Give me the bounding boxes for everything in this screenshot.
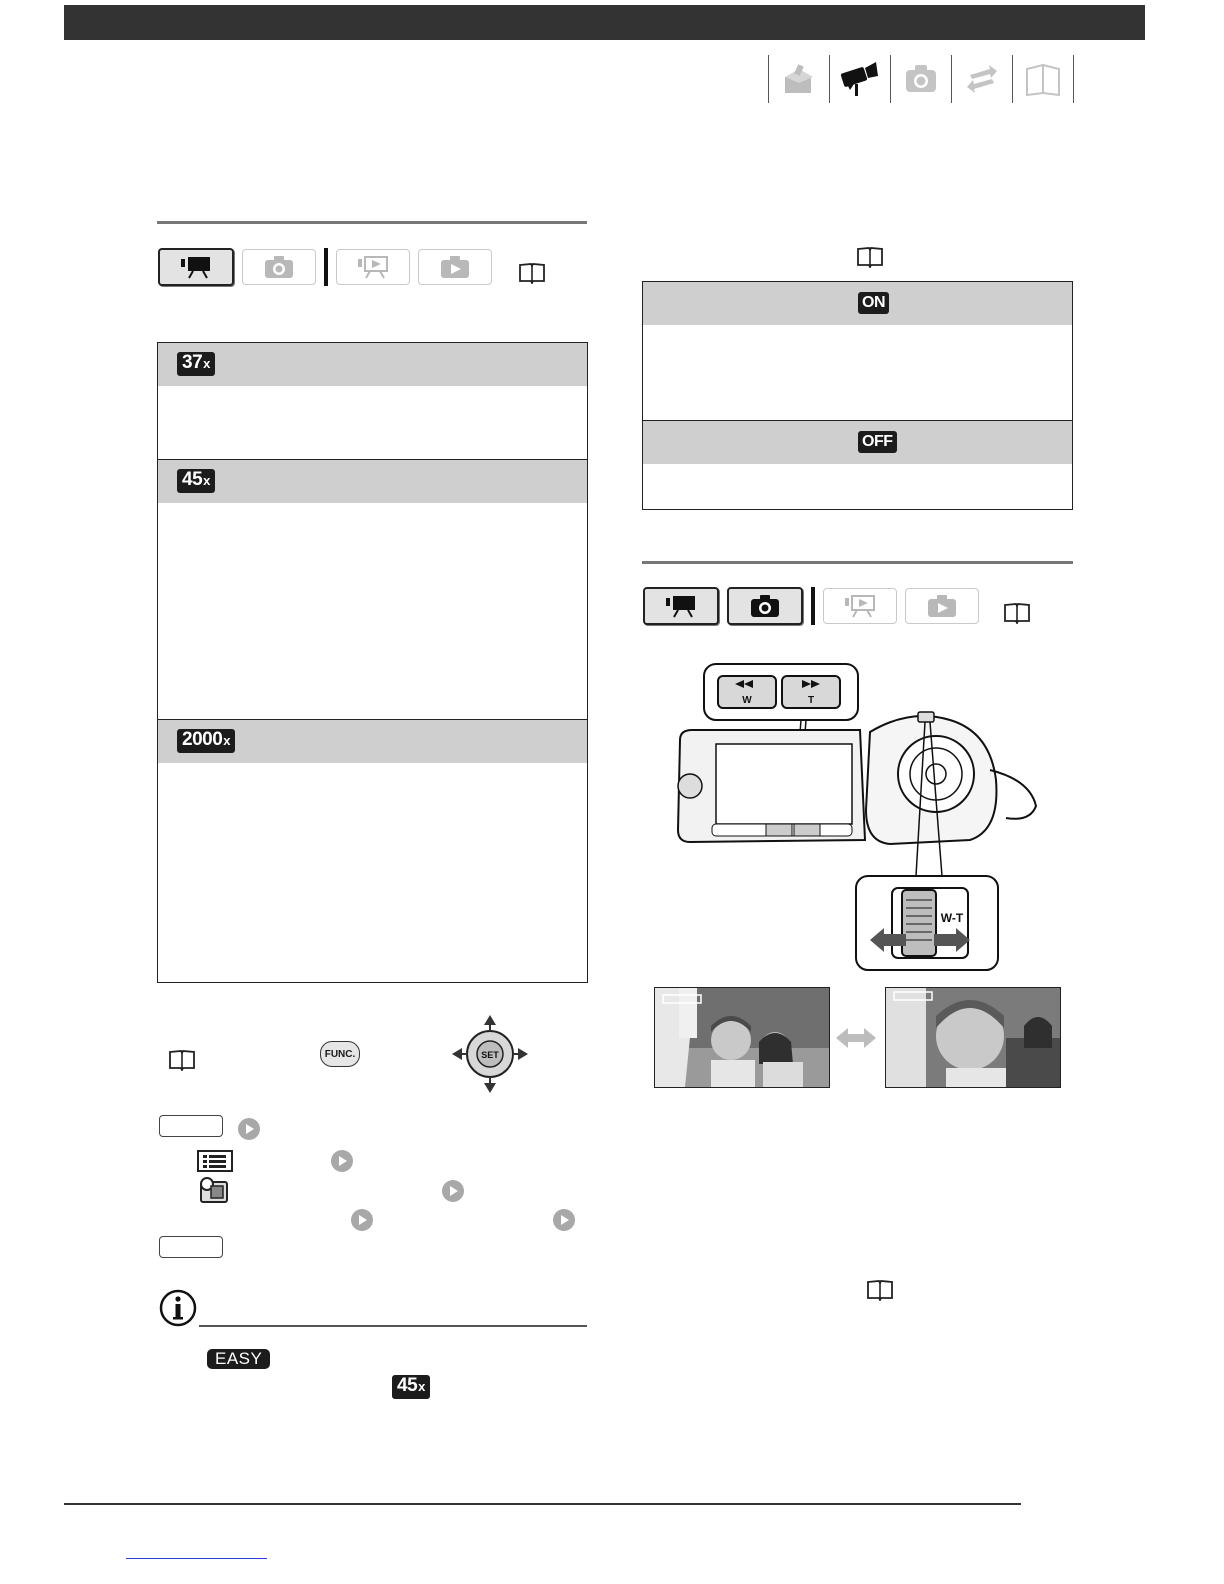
step-arrow-icon	[442, 1180, 464, 1202]
zoom-45x-row-header	[158, 459, 587, 503]
joystick-icon[interactable]	[450, 1013, 530, 1095]
camcorder-zoom-illustration	[670, 660, 1050, 980]
mode-divider	[811, 587, 815, 625]
on-row-body	[643, 325, 1072, 420]
camera-setup-icon	[197, 1176, 231, 1206]
movie-record-icon	[179, 254, 213, 280]
off-badge: OFF	[858, 431, 897, 453]
page-reference-icon	[167, 1049, 197, 1071]
zoom-45x-badge: 45x	[177, 469, 215, 493]
wide-angle-photo	[654, 987, 830, 1088]
telephoto-photo	[885, 987, 1061, 1088]
movie-record-icon	[664, 593, 698, 619]
zoom-37x-row-body	[158, 386, 587, 459]
video-camera-icon	[838, 58, 882, 100]
mode-tabs-left	[158, 248, 500, 286]
transfer-arrows-icon	[962, 59, 1002, 99]
mode-movie-playback-tab[interactable]	[336, 249, 410, 285]
zoom-45x-note-badge: 45x	[392, 1375, 430, 1399]
on-badge: ON	[858, 292, 889, 314]
info-icon	[158, 1288, 198, 1328]
func-button[interactable]: FUNC.	[320, 1041, 360, 1067]
step-arrow-icon	[351, 1209, 373, 1231]
easy-badge: EASY	[207, 1349, 270, 1369]
zoom-2000x-badge: 2000x	[177, 729, 235, 753]
open-book-icon	[1021, 59, 1065, 99]
mode-movie-record-tab[interactable]	[643, 587, 719, 625]
photo-camera-icon	[901, 59, 941, 99]
digital-zoom-table	[157, 342, 588, 983]
mode-divider	[324, 248, 328, 286]
tele-label: T	[807, 695, 815, 706]
mode-tabs-right	[643, 587, 987, 625]
page-reference-icon	[856, 246, 884, 268]
mode-movie-playback-tab[interactable]	[823, 588, 897, 624]
photo-playback-icon	[926, 594, 958, 618]
func-menu-button-outline[interactable]	[159, 1115, 223, 1137]
zoom-45x-row-body	[158, 503, 587, 719]
step-arrow-icon	[238, 1118, 260, 1140]
chapter-photo-tab[interactable]	[890, 55, 951, 103]
chapter-additional-tab[interactable]	[1012, 55, 1074, 103]
step-arrow-icon	[331, 1150, 353, 1172]
func-close-button-outline[interactable]	[159, 1236, 223, 1258]
notes-rule	[199, 1325, 587, 1327]
classroom-wide-image	[655, 988, 829, 1087]
zoom-37x-badge: 37x	[177, 352, 215, 376]
gift-box-icon	[779, 59, 819, 99]
mode-photo-record-tab[interactable]	[242, 249, 316, 285]
zoom-37x-row-header	[158, 343, 587, 386]
chapter-video-tab[interactable]	[829, 55, 890, 103]
photo-playback-icon	[439, 255, 471, 279]
step-arrow-icon	[553, 1209, 575, 1231]
classroom-tele-image	[886, 988, 1060, 1087]
off-row-header	[643, 420, 1072, 464]
mode-movie-record-tab[interactable]	[158, 248, 234, 286]
mode-photo-playback-tab[interactable]	[905, 588, 979, 624]
lever-label: W-T	[940, 911, 964, 925]
page-reference-icon	[1003, 602, 1031, 624]
section-rule-zooming	[642, 561, 1073, 564]
page-reference-icon	[518, 262, 546, 284]
footer-rule	[64, 1503, 1021, 1505]
zoom-2000x-row-header	[158, 719, 587, 763]
photo-record-icon	[263, 255, 295, 279]
movie-playback-icon	[356, 254, 390, 280]
menu-list-icon	[197, 1150, 233, 1172]
section-rule-digital-zoom	[157, 221, 587, 224]
page-reference-icon	[866, 1279, 894, 1301]
footer-link-underline[interactable]	[126, 1558, 267, 1559]
chapter-nav	[768, 55, 1074, 103]
header-bar	[64, 5, 1145, 40]
on-row-header	[643, 282, 1072, 325]
zoom-compare-arrow-icon	[834, 1026, 878, 1050]
chapter-intro-tab[interactable]	[768, 55, 829, 103]
wide-label: W	[742, 695, 752, 706]
on-off-table	[642, 281, 1073, 510]
mode-photo-playback-tab[interactable]	[418, 249, 492, 285]
movie-playback-icon	[843, 593, 877, 619]
mode-photo-record-tab[interactable]	[727, 587, 803, 625]
chapter-external-tab[interactable]	[951, 55, 1012, 103]
set-label: SET	[481, 1050, 499, 1060]
photo-record-icon	[749, 594, 781, 618]
